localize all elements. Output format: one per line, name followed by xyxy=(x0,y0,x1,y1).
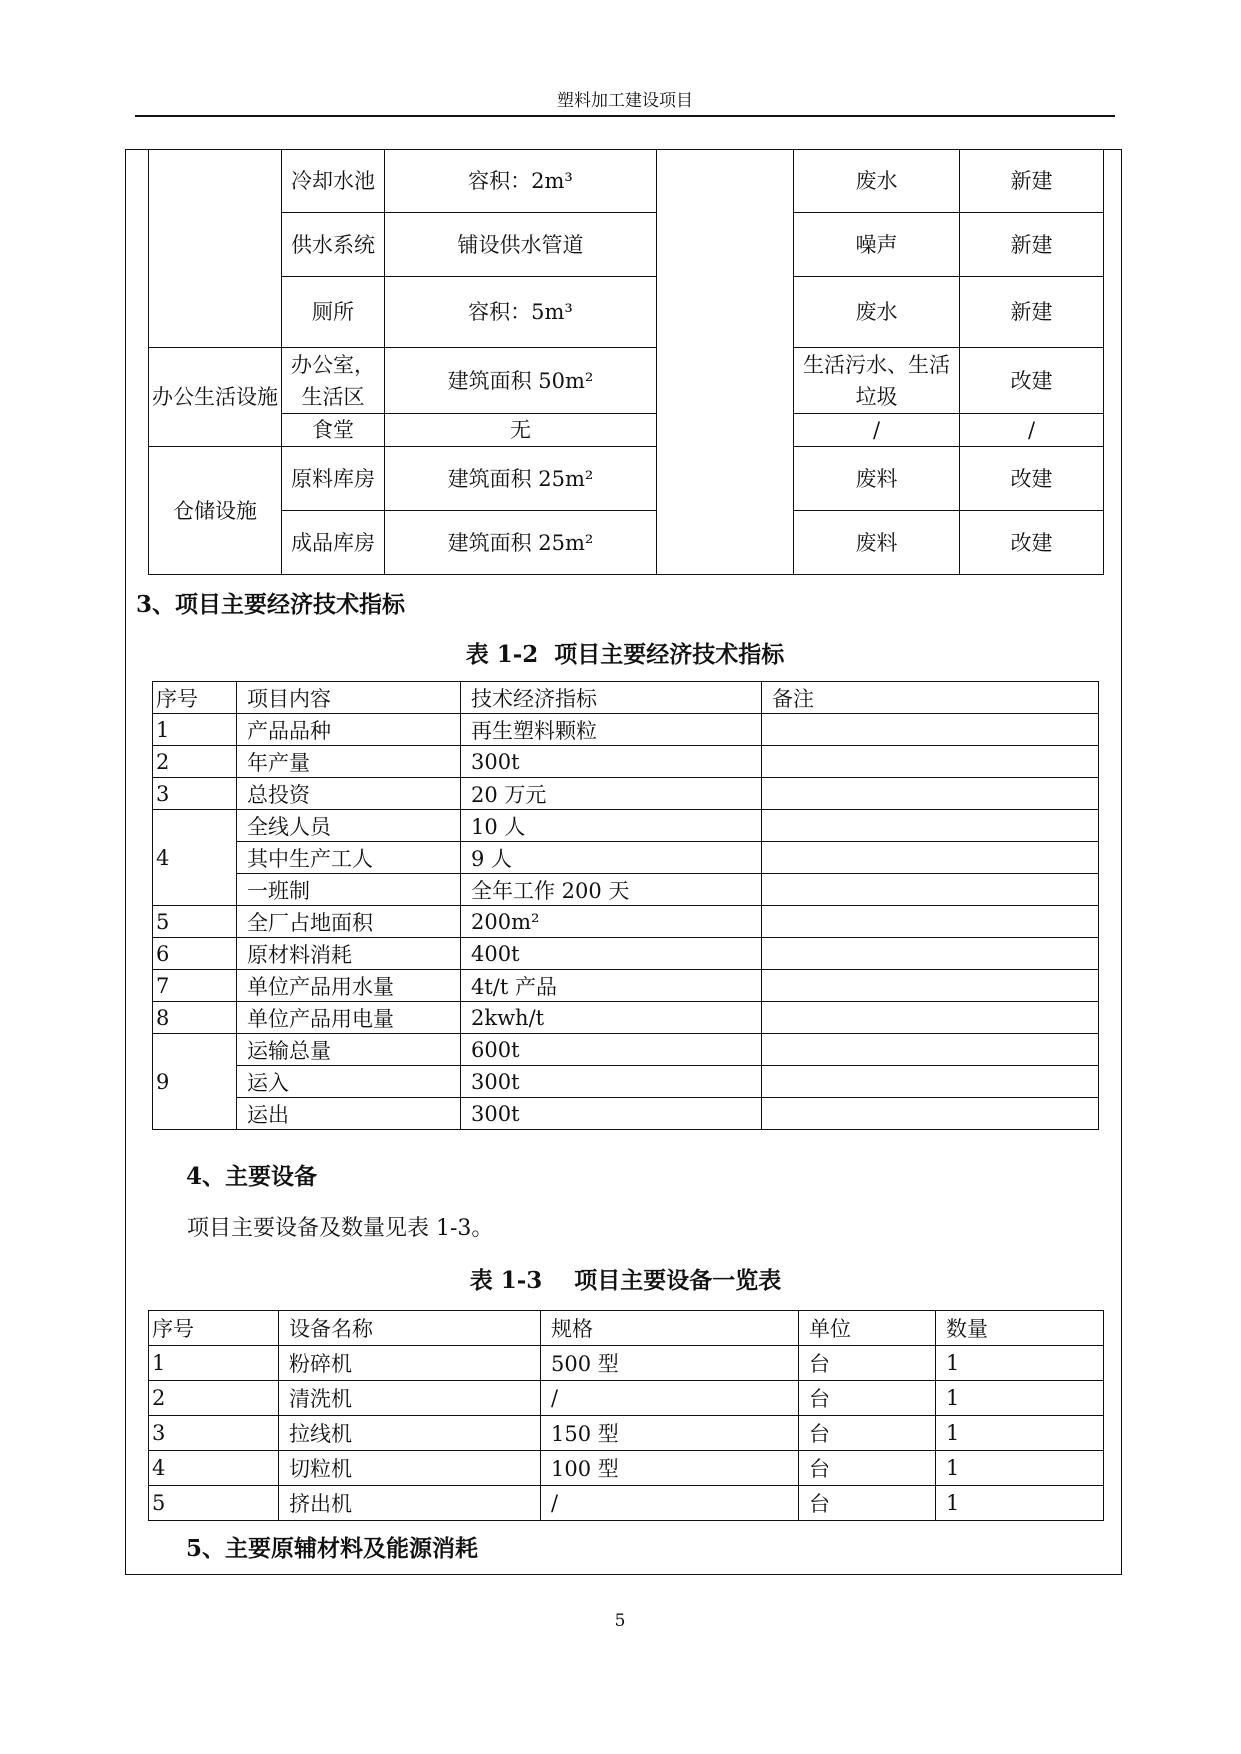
indicator-note xyxy=(762,1002,1099,1034)
equipment-qty: 1 xyxy=(936,1451,1104,1486)
facility-pollutant: 噪声 xyxy=(794,213,960,277)
equipment-name: 清洗机 xyxy=(279,1381,541,1416)
facility-spec: 建筑面积 25m² xyxy=(385,511,657,575)
indicators-table xyxy=(152,681,1099,1130)
facility-name: 成品库房 xyxy=(282,511,385,575)
equipment-spec: / xyxy=(541,1486,799,1521)
header-rule xyxy=(135,115,1115,117)
table-row xyxy=(149,150,1104,213)
indicator-item: 运出 xyxy=(237,1098,461,1130)
facility-pollutant: 废水 xyxy=(794,277,960,348)
facilities-table xyxy=(148,149,1104,575)
column-header: 备注 xyxy=(762,682,1099,714)
equipment-unit: 台 xyxy=(799,1451,936,1486)
facility-spec: 建筑面积 25m² xyxy=(385,447,657,511)
indicator-note xyxy=(762,874,1099,906)
facility-type: 改建 xyxy=(960,511,1104,575)
category-cell xyxy=(149,150,282,348)
table-row xyxy=(149,277,1104,348)
facility-spec: 容积：2m³ xyxy=(385,150,657,213)
facility-type: 改建 xyxy=(960,447,1104,511)
equipment-name: 粉碎机 xyxy=(279,1346,541,1381)
equipment-table xyxy=(148,1310,1104,1521)
facility-spec: 容积：5m³ xyxy=(385,277,657,348)
column-header: 序号 xyxy=(149,1311,279,1346)
indicator-value: 4t/t 产品 xyxy=(461,970,762,1002)
page-header: 塑料加工建设项目 xyxy=(557,91,693,111)
indicator-item: 一班制 xyxy=(237,874,461,906)
equipment-qty: 1 xyxy=(936,1381,1104,1416)
indicator-item: 年产量 xyxy=(237,746,461,778)
indicator-note xyxy=(762,970,1099,1002)
indicator-value: 20 万元 xyxy=(461,778,762,810)
row-number: 1 xyxy=(149,1346,279,1381)
indicator-note xyxy=(762,778,1099,810)
table-row xyxy=(149,1346,1104,1381)
row-number: 2 xyxy=(149,1381,279,1416)
row-number: 2 xyxy=(153,746,237,778)
table-1-2-caption: 表 1-2 项目主要经济技术指标 xyxy=(465,641,785,668)
table-row xyxy=(149,348,1104,414)
indicator-item: 总投资 xyxy=(237,778,461,810)
row-number: 3 xyxy=(149,1416,279,1451)
equipment-qty: 1 xyxy=(936,1416,1104,1451)
table-1-3-caption: 表 1-3 项目主要设备一览表 xyxy=(469,1267,782,1294)
indicator-value: 2kwh/t xyxy=(461,1002,762,1034)
equipment-spec: 500 型 xyxy=(541,1346,799,1381)
row-number: 7 xyxy=(153,970,237,1002)
indicator-value: 10 人 xyxy=(461,810,762,842)
indicator-item: 原材料消耗 xyxy=(237,938,461,970)
equipment-unit: 台 xyxy=(799,1486,936,1521)
category-cell: 办公生活设施 xyxy=(149,348,282,447)
equipment-name: 切粒机 xyxy=(279,1451,541,1486)
table-row xyxy=(149,1416,1104,1451)
facility-pollutant: 生活污水、生活垃圾 xyxy=(794,348,960,414)
section-3-heading: 3、项目主要经济技术指标 xyxy=(136,591,406,618)
category-cell: 仓储设施 xyxy=(149,447,282,575)
table-header-row xyxy=(153,682,1099,714)
indicator-note xyxy=(762,1034,1099,1066)
blank-column xyxy=(657,150,794,575)
table-row xyxy=(149,213,1104,277)
facility-name: 厕所 xyxy=(282,277,385,348)
page-number: 5 xyxy=(614,1611,626,1631)
column-header: 单位 xyxy=(799,1311,936,1346)
facility-type: 改建 xyxy=(960,348,1104,414)
table-header-row xyxy=(149,1311,1104,1346)
table-row xyxy=(153,938,1099,970)
facility-type: 新建 xyxy=(960,213,1104,277)
equipment-spec: 100 型 xyxy=(541,1451,799,1486)
facility-name: 供水系统 xyxy=(282,213,385,277)
indicator-item: 运输总量 xyxy=(237,1034,461,1066)
indicator-value: 300t xyxy=(461,746,762,778)
indicator-note xyxy=(762,906,1099,938)
table-row xyxy=(153,746,1099,778)
facility-pollutant: 废水 xyxy=(794,150,960,213)
row-number: 4 xyxy=(153,810,237,906)
row-number: 6 xyxy=(153,938,237,970)
facility-spec: 建筑面积 50m² xyxy=(385,348,657,414)
table-row xyxy=(153,1098,1099,1130)
row-number: 5 xyxy=(149,1486,279,1521)
section-4-intro: 项目主要设备及数量见表 1-3。 xyxy=(187,1216,494,1241)
row-number: 4 xyxy=(149,1451,279,1486)
equipment-spec: / xyxy=(541,1381,799,1416)
facility-pollutant: 废料 xyxy=(794,447,960,511)
row-number: 3 xyxy=(153,778,237,810)
table-row xyxy=(149,1381,1104,1416)
indicator-value: 再生塑料颗粒 xyxy=(461,714,762,746)
row-number: 5 xyxy=(153,906,237,938)
indicator-note xyxy=(762,1098,1099,1130)
facility-pollutant: 废料 xyxy=(794,511,960,575)
equipment-qty: 1 xyxy=(936,1346,1104,1381)
table-row xyxy=(153,714,1099,746)
column-header: 技术经济指标 xyxy=(461,682,762,714)
facility-name: 冷却水池 xyxy=(282,150,385,213)
table-row xyxy=(153,778,1099,810)
facility-type: 新建 xyxy=(960,277,1104,348)
column-header: 序号 xyxy=(153,682,237,714)
facility-type: / xyxy=(960,414,1104,447)
equipment-qty: 1 xyxy=(936,1486,1104,1521)
indicator-value: 300t xyxy=(461,1098,762,1130)
facility-type: 新建 xyxy=(960,150,1104,213)
table-row xyxy=(153,1002,1099,1034)
table-row xyxy=(149,511,1104,575)
indicator-value: 400t xyxy=(461,938,762,970)
equipment-unit: 台 xyxy=(799,1416,936,1451)
facility-spec: 无 xyxy=(385,414,657,447)
row-number: 1 xyxy=(153,714,237,746)
facility-name: 办公室，生活区 xyxy=(282,348,385,414)
indicator-item: 单位产品用电量 xyxy=(237,1002,461,1034)
column-header: 数量 xyxy=(936,1311,1104,1346)
indicator-note xyxy=(762,746,1099,778)
table-row xyxy=(153,906,1099,938)
facility-name: 原料库房 xyxy=(282,447,385,511)
table-row xyxy=(153,1066,1099,1098)
equipment-spec: 150 型 xyxy=(541,1416,799,1451)
table-row xyxy=(149,447,1104,511)
table-row xyxy=(153,842,1099,874)
facility-spec: 铺设供水管道 xyxy=(385,213,657,277)
indicator-note xyxy=(762,842,1099,874)
indicator-value: 全年工作 200 天 xyxy=(461,874,762,906)
section-5-heading: 5、主要原辅材料及能源消耗 xyxy=(186,1535,479,1562)
table-row xyxy=(149,1486,1104,1521)
indicator-item: 产品品种 xyxy=(237,714,461,746)
indicator-item: 全线人员 xyxy=(237,810,461,842)
facility-pollutant: / xyxy=(794,414,960,447)
row-number: 8 xyxy=(153,1002,237,1034)
equipment-name: 拉线机 xyxy=(279,1416,541,1451)
section-4-heading: 4、主要设备 xyxy=(186,1163,318,1190)
column-header: 设备名称 xyxy=(279,1311,541,1346)
table-row xyxy=(149,414,1104,447)
indicator-item: 单位产品用水量 xyxy=(237,970,461,1002)
indicator-value: 9 人 xyxy=(461,842,762,874)
indicator-note xyxy=(762,1066,1099,1098)
indicator-value: 200m² xyxy=(461,906,762,938)
equipment-unit: 台 xyxy=(799,1346,936,1381)
column-header: 规格 xyxy=(541,1311,799,1346)
indicator-note xyxy=(762,810,1099,842)
table-row xyxy=(153,1034,1099,1066)
equipment-unit: 台 xyxy=(799,1381,936,1416)
indicator-value: 300t xyxy=(461,1066,762,1098)
indicator-item: 其中生产工人 xyxy=(237,842,461,874)
indicator-value: 600t xyxy=(461,1034,762,1066)
indicator-item: 运入 xyxy=(237,1066,461,1098)
column-header: 项目内容 xyxy=(237,682,461,714)
indicator-item: 全厂占地面积 xyxy=(237,906,461,938)
indicator-note xyxy=(762,938,1099,970)
indicator-note xyxy=(762,714,1099,746)
table-row xyxy=(153,874,1099,906)
equipment-name: 挤出机 xyxy=(279,1486,541,1521)
facility-name: 食堂 xyxy=(282,414,385,447)
table-row xyxy=(153,810,1099,842)
table-row xyxy=(149,1451,1104,1486)
row-number: 9 xyxy=(153,1034,237,1130)
table-row xyxy=(153,970,1099,1002)
